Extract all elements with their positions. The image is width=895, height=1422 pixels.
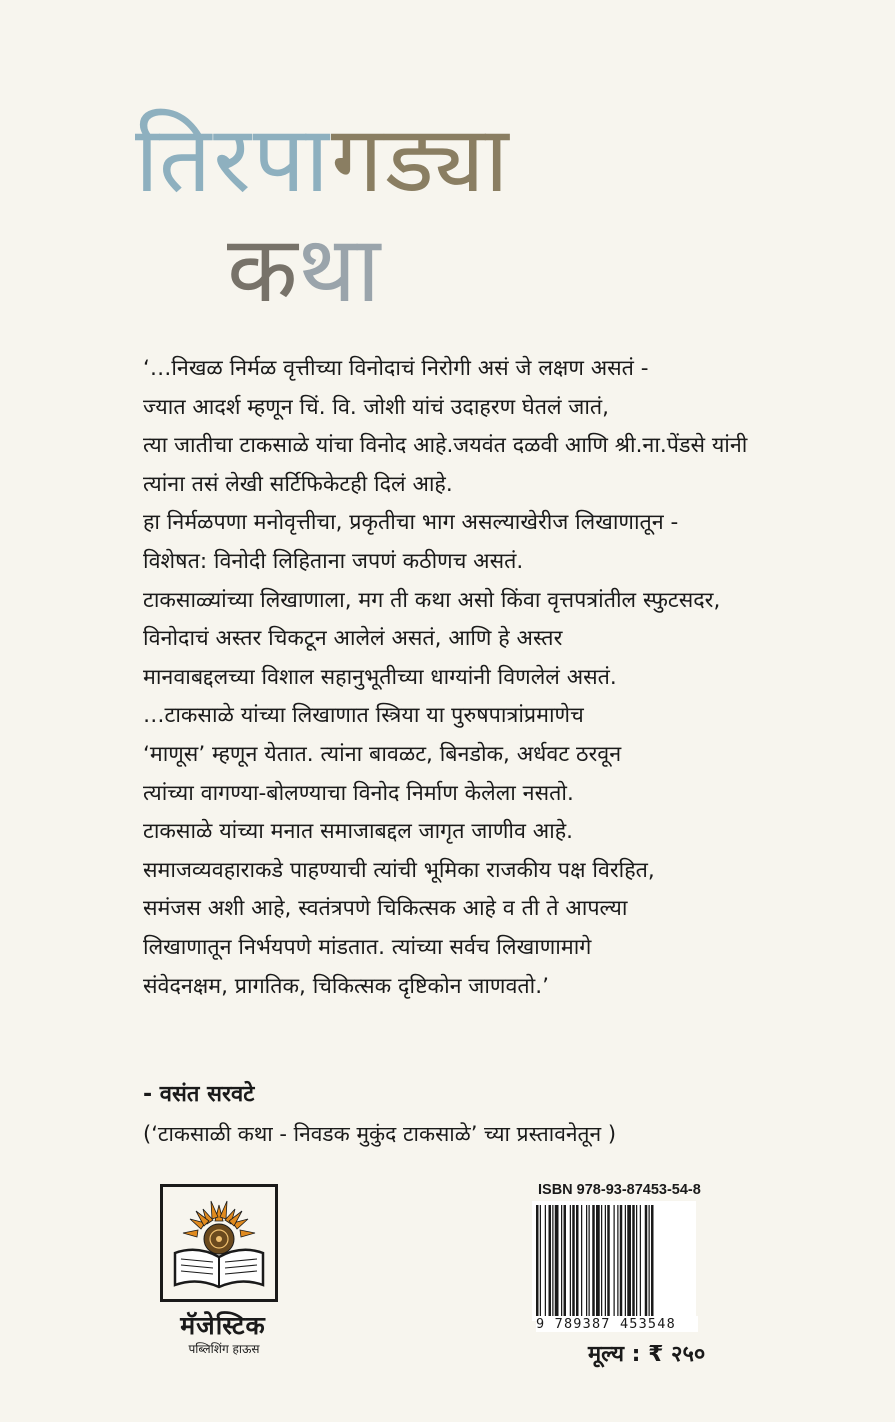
barcode-bar — [576, 1205, 579, 1317]
blurb-line: ज्यात आदर्श म्हणून चिं. वि. जोशी यांचं उदाहरण घेतलं जातं, — [143, 394, 609, 420]
blurb-line: संवेदनक्षम, प्रागतिक, चिकित्सक दृष्टिकोन जाणवतो.’ — [143, 973, 549, 999]
barcode-bar — [552, 1205, 553, 1317]
title-line-1 — [135, 105, 511, 215]
price: मूल्य : ₹ २५० — [588, 1342, 706, 1367]
blurb-line: ‘माणूस’ म्हणून येतात. त्यांना बावळट, बिनडोक, अर्धवट ठरवून — [143, 741, 622, 767]
book-title — [135, 105, 555, 323]
barcode-bar — [570, 1205, 571, 1317]
barcode-bar — [536, 1205, 539, 1317]
barcode-bar — [601, 1205, 602, 1317]
title-line-2 — [227, 215, 380, 325]
blurb-line: समंजस अशी आहे, स्वतंत्रपणे चिकित्सक आहे व ती ते आपल्या — [143, 896, 628, 922]
blurb-line: त्या जातीचा टाकसाळे यांचा विनोद आहे.जयवंत दळवी आणि श्री.ना.पेंडसे यांनी — [143, 433, 748, 459]
barcode-bar — [649, 1205, 650, 1317]
barcode-bar — [614, 1205, 615, 1317]
blurb-line: ‘…निखळ निर्मळ वृत्तीच्या विनोदाचं निरोगी असं जे लक्षण असतं - — [143, 356, 649, 381]
barcode — [532, 1201, 696, 1321]
barcode-bar — [561, 1205, 562, 1317]
barcode-bar — [645, 1205, 648, 1317]
barcode-bar — [586, 1205, 587, 1317]
barcode-bar — [636, 1205, 637, 1317]
quote-author: - वसंत सरवटे — [143, 1082, 255, 1107]
blurb-line: हा निर्मळपणा मनोवृत्तीचा, प्रकृतीचा भाग असल्याखेरीज लिखाणातून - — [143, 510, 679, 536]
publisher-subtitle: पब्लिशिंग हाऊस — [188, 1342, 260, 1356]
publisher-name: मॅजेस्टिक — [180, 1311, 266, 1340]
barcode-bar — [564, 1205, 567, 1317]
barcode-bar — [632, 1205, 635, 1317]
barcode-bar — [605, 1205, 606, 1317]
barcode-bar — [625, 1205, 626, 1317]
blurb-line: विशेषत: विनोदी लिहिताना जपणं कठीणच असतं. — [143, 548, 524, 574]
sun-over-open-book-icon — [163, 1187, 275, 1299]
blurb-line: टाकसाळ्यांच्या लिखाणाला, मग ती कथा असो किंवा वृत्तपत्रांतील स्फुटसदर, — [143, 587, 721, 613]
barcode-bar — [607, 1205, 610, 1317]
blurb-line: …टाकसाळे यांच्या लिखाणात स्त्रिया या पुरुषपात्रांप्रमाणेच — [143, 703, 584, 729]
blurb-quote — [143, 350, 863, 1006]
barcode-bar — [627, 1205, 631, 1317]
barcode-bar — [555, 1205, 559, 1317]
barcode-bar — [589, 1205, 590, 1317]
blurb-line: टाकसाळे यांच्या मनात समाजाबद्दल जागृत जाणीव आहे. — [143, 819, 574, 845]
isbn-label: ISBN 978-93-87453-54-8 — [538, 1182, 701, 1198]
title-line-1-part-a: तिरपा — [135, 106, 331, 213]
quote-source: (‘टाकसाळी कथा - निवडक मुकुंद टाकसाळे’ च्या प्रस्तावनेतून ) — [143, 1122, 617, 1146]
barcode-bars — [532, 1201, 696, 1321]
barcode-bar — [592, 1205, 595, 1317]
title-line-1-part-b: गड्या — [330, 106, 511, 213]
barcode-bar — [651, 1205, 654, 1317]
barcode-digits: 9 789387 453548 — [536, 1316, 698, 1332]
logo-frame — [160, 1184, 278, 1302]
barcode-bar — [540, 1205, 541, 1317]
blurb-line: लिखाणातून निर्भयपणे मांडतात. त्यांच्या सर्वच लिखाणामागे — [143, 934, 592, 960]
publisher-logo — [160, 1184, 290, 1364]
barcode-bar — [640, 1205, 641, 1317]
blurb-line: समाजव्यवहाराकडे पाहण्याची त्यांची भूमिका राजकीय पक्ष विरहित, — [143, 857, 655, 883]
barcode-bar — [549, 1205, 552, 1317]
barcode-bar — [617, 1205, 618, 1317]
barcode-bar — [581, 1205, 582, 1317]
blurb-line: मानवाबद्दलच्या विशाल सहानुभूतीच्या धाग्यांनी विणलेलं असतं. — [143, 664, 617, 690]
blurb-line: त्यांच्या वागण्या-बोलण्याचा विनोद निर्माण केलेला नसतो. — [143, 780, 574, 806]
barcode-bar — [545, 1205, 546, 1317]
barcode-bar — [620, 1205, 623, 1317]
blurb-line: विनोदाचं अस्तर चिकटून आलेलं असतं, आणि हे अस्तर — [143, 626, 563, 652]
title-line-2-part-b: था — [297, 216, 381, 323]
blurb-line: त्यांना तसं लेखी सर्टिफिकेटही दिलं आहे. — [143, 471, 453, 497]
title-line-2-part-a: क — [227, 216, 298, 323]
barcode-bar — [596, 1205, 600, 1317]
barcode-bar — [572, 1205, 575, 1317]
